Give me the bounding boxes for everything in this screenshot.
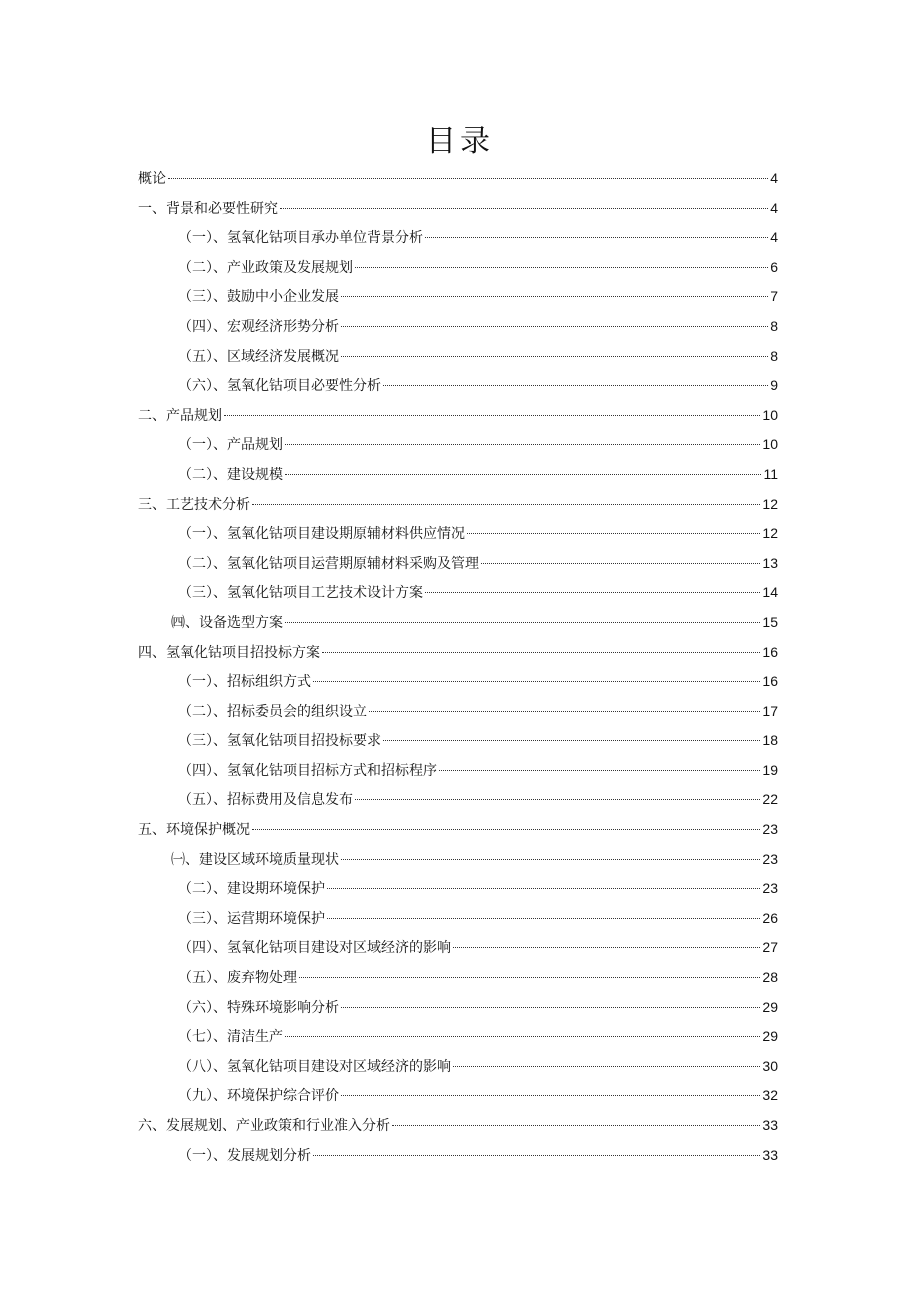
toc-page-number: 13 — [762, 554, 778, 571]
toc-entry-label: （三）、运营期环境保护 — [178, 910, 325, 927]
toc-page-number: 26 — [762, 909, 778, 926]
toc-dot-leader — [341, 356, 768, 357]
toc-entry-label: （五）、招标费用及信息发布 — [178, 792, 353, 809]
toc-entry-label: （七）、清洁生产 — [178, 1029, 283, 1046]
toc-page-number: 15 — [762, 613, 778, 630]
toc-dot-leader — [341, 326, 768, 327]
toc-dot-leader — [168, 178, 768, 179]
toc-entry-label: 三、工艺技术分析 — [138, 496, 250, 513]
toc-entry-label: （二）、建设规模 — [178, 466, 283, 483]
toc-entry[interactable] — [138, 401, 778, 431]
toc-dot-leader — [327, 918, 760, 919]
toc-page-number: 10 — [762, 406, 778, 423]
toc-dot-leader — [280, 208, 768, 209]
toc-entry-label: （八）、氢氧化钴项目建设对区域经济的影响 — [178, 1058, 451, 1075]
toc-page-number: 29 — [762, 998, 778, 1015]
toc-entry-label: （四）、宏观经济形势分析 — [178, 318, 339, 335]
toc-entry[interactable] — [138, 815, 778, 845]
toc-page-number: 27 — [762, 939, 778, 956]
toc-entry-label: （九）、环境保护综合评价 — [178, 1088, 339, 1105]
toc-dot-leader — [383, 740, 760, 741]
toc-page-number: 11 — [763, 465, 778, 482]
toc-page-number: 4 — [770, 199, 778, 216]
toc-page-number: 12 — [762, 525, 778, 542]
toc-dot-leader — [327, 888, 760, 889]
toc-entry[interactable] — [138, 549, 778, 579]
toc-entry[interactable] — [138, 726, 778, 756]
toc-entry-label: （三）、氢氧化钴项目招投标要求 — [178, 733, 381, 750]
toc-dot-leader — [369, 711, 760, 712]
toc-entry-label: 五、环境保护概况 — [138, 822, 250, 839]
toc-entry[interactable] — [138, 460, 778, 490]
toc-entry-label: （二）、建设期环境保护 — [178, 881, 325, 898]
toc-page-number: 29 — [762, 1028, 778, 1045]
toc-dot-leader — [252, 829, 760, 830]
toc-page-number: 30 — [762, 1057, 778, 1074]
toc-page-number: 18 — [762, 732, 778, 749]
toc-entry-label: （五）、区域经济发展概况 — [178, 348, 339, 365]
toc-dot-leader — [425, 237, 768, 238]
toc-entry[interactable] — [138, 519, 778, 549]
toc-entry[interactable] — [138, 667, 778, 697]
toc-entry[interactable] — [138, 608, 778, 638]
toc-dot-leader — [252, 504, 760, 505]
toc-dot-leader — [453, 1066, 760, 1067]
toc-page-number: 10 — [762, 436, 778, 453]
toc-dot-leader — [313, 1155, 760, 1156]
toc-entry-label: （三）、鼓励中小企业发展 — [178, 289, 339, 306]
toc-page-number: 23 — [762, 821, 778, 838]
toc-entry-label: 四、氢氧化钴项目招投标方案 — [138, 644, 320, 661]
toc-page-number: 17 — [762, 702, 778, 719]
toc-page-number: 33 — [762, 1117, 778, 1133]
toc-entry[interactable] — [138, 1081, 778, 1111]
toc-entry-label: （五）、废弃物处理 — [178, 970, 297, 987]
toc-dot-leader — [341, 1007, 760, 1008]
toc-entry[interactable] — [138, 223, 778, 253]
toc-page-number: 7 — [770, 288, 778, 305]
toc-dot-leader — [285, 474, 761, 475]
toc-entry[interactable] — [138, 342, 778, 372]
toc-entry-label: 二、产品规划 — [138, 407, 222, 424]
toc-entry[interactable] — [138, 993, 778, 1023]
toc-entry[interactable] — [138, 874, 778, 904]
toc-dot-leader — [383, 385, 768, 386]
toc-dot-leader — [467, 533, 760, 534]
toc-entry-label: 一、背景和必要性研究 — [138, 200, 278, 217]
toc-dot-leader — [285, 622, 760, 623]
toc-entry[interactable] — [138, 282, 778, 312]
toc-entry-label: ㈠、建设区域环境质量现状 — [171, 851, 339, 868]
toc-entry-label: （一）、氢氧化钴项目承办单位背景分析 — [178, 230, 423, 247]
toc-page-number: 23 — [762, 880, 778, 897]
toc-page-number: 22 — [762, 791, 778, 808]
toc-page-number: 16 — [762, 643, 778, 660]
toc-page-number: 23 — [762, 850, 778, 867]
toc-page-number: 14 — [762, 584, 778, 601]
toc-entry[interactable] — [138, 194, 778, 224]
toc-dot-leader — [439, 770, 760, 771]
page-title: 目录 — [426, 124, 494, 159]
toc-entry-label: （六）、氢氧化钴项目必要性分析 — [178, 378, 381, 395]
toc-dot-leader — [285, 444, 760, 445]
toc-entry[interactable] — [138, 933, 778, 963]
toc-page-number: 32 — [762, 1087, 778, 1104]
toc-page-number: 8 — [770, 347, 778, 364]
toc-entry[interactable] — [138, 697, 778, 727]
toc-entry[interactable] — [138, 253, 778, 283]
toc-entry-label: （二）、产业政策及发展规划 — [178, 259, 353, 276]
toc-dot-leader — [341, 859, 760, 860]
toc-entry[interactable] — [138, 1111, 778, 1141]
toc-dot-leader — [299, 977, 760, 978]
toc-entry[interactable] — [138, 312, 778, 342]
toc-entry-label: （四）、氢氧化钴项目招标方式和招标程序 — [178, 762, 437, 779]
toc-page-number: 4 — [770, 229, 778, 246]
toc-entry[interactable] — [138, 756, 778, 786]
table-of-contents — [138, 164, 778, 1170]
toc-page-number: 33 — [762, 1146, 778, 1163]
toc-entry-label: ㈣、设备选型方案 — [171, 614, 283, 631]
toc-entry-label: （三）、氢氧化钴项目工艺技术设计方案 — [178, 585, 423, 602]
toc-entry[interactable] — [138, 1052, 778, 1082]
toc-entry[interactable] — [138, 490, 778, 520]
toc-entry-label: （一）、发展规划分析 — [178, 1147, 311, 1164]
toc-entry[interactable] — [138, 785, 778, 815]
toc-entry[interactable] — [138, 904, 778, 934]
toc-entry-label: （一）、氢氧化钴项目建设期原辅材料供应情况 — [178, 526, 465, 543]
toc-dot-leader — [313, 681, 760, 682]
toc-entry[interactable] — [138, 430, 778, 460]
toc-entry-label: （四）、氢氧化钴项目建设对区域经济的影响 — [178, 940, 451, 957]
toc-page-number: 4 — [770, 170, 778, 186]
toc-entry[interactable] — [138, 638, 778, 668]
toc-entry-label: （六）、特殊环境影响分析 — [178, 999, 339, 1016]
toc-dot-leader — [453, 947, 760, 948]
toc-dot-leader — [341, 296, 768, 297]
toc-entry[interactable] — [138, 164, 778, 194]
toc-dot-leader — [322, 652, 760, 653]
toc-dot-leader — [355, 267, 768, 268]
toc-entry-label: （一）、产品规划 — [178, 437, 283, 454]
toc-page-number: 8 — [770, 317, 778, 334]
toc-entry-label: 概论 — [138, 171, 166, 187]
toc-entry-label: （一）、招标组织方式 — [178, 674, 311, 691]
toc-entry-label: （二）、氢氧化钴项目运营期原辅材料采购及管理 — [178, 555, 479, 572]
toc-page-number: 9 — [770, 377, 778, 394]
toc-entry[interactable] — [138, 1022, 778, 1052]
toc-page-number: 12 — [762, 495, 778, 512]
toc-entry[interactable] — [138, 845, 778, 875]
toc-dot-leader — [355, 799, 760, 800]
toc-entry[interactable] — [138, 371, 778, 401]
toc-dot-leader — [425, 592, 760, 593]
toc-page-number: 16 — [762, 673, 778, 690]
toc-page-number: 19 — [762, 761, 778, 778]
toc-dot-leader — [481, 563, 760, 564]
toc-entry[interactable] — [138, 578, 778, 608]
toc-entry[interactable] — [138, 1141, 778, 1171]
toc-dot-leader — [392, 1125, 760, 1126]
toc-entry[interactable] — [138, 963, 778, 993]
toc-entry-label: （二）、招标委员会的组织设立 — [178, 703, 367, 720]
toc-dot-leader — [224, 415, 760, 416]
toc-entry-label: 六、发展规划、产业政策和行业准入分析 — [138, 1118, 390, 1134]
toc-dot-leader — [341, 1095, 760, 1096]
toc-page-number: 6 — [770, 258, 778, 275]
toc-dot-leader — [285, 1036, 760, 1037]
toc-page-number: 28 — [762, 969, 778, 986]
